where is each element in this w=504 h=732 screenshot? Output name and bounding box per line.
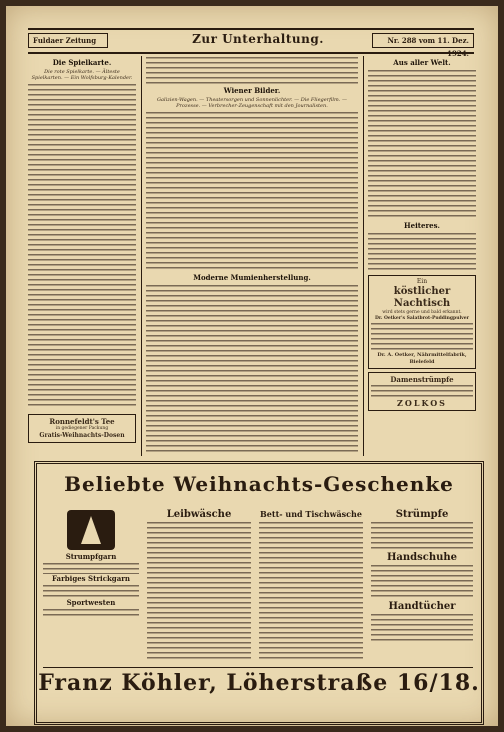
ad-category: Bett- und Tischwäsche [260,509,362,519]
ad-category: Leibwäsche [166,509,232,520]
article-heading: Wiener Bilder. [223,86,281,95]
article-body [146,284,358,454]
ad-item: Sportwesten [66,598,116,607]
ad-headline: Beliebte Weihnachts-Geschenke [64,472,454,496]
ad-item: Farbiges Strickgarn [51,574,131,583]
ad-item-desc [43,562,139,574]
column-3 [368,56,476,454]
oetker-ad-title: köstlicher Nachtisch [393,286,451,309]
oetker-ad-sub: wird stets gerne und bald erkannt. [382,310,462,315]
column-2 [146,56,358,454]
section-title: Zur Unterhaltung. [192,32,324,46]
article-body [146,56,358,84]
article-heading: Aus aller Welt. [393,58,451,67]
stockings-ad-body [371,384,473,398]
oetker-ad-body [371,322,473,352]
ad-divider [43,667,473,668]
article-body [368,69,476,219]
stockings-ad [368,372,476,411]
ad-item: Strumpfgarn [65,552,117,561]
stockings-ad-brand: ZOLKOS [397,398,447,408]
oetker-ad-product: Dr. Oetker's Salatbrot-Puddingpulver [374,316,470,321]
paper-name: Fuldaer Zeitung [28,33,108,48]
article-subheading: Galizien-Wagen. — Theatersorgen und Sonnenlichter. — Die Fliegerfilm. — Prozesse. — Verbrecher-Zeugenschaft mit den Journalisten. [157,97,347,109]
ad-category-items [147,521,251,661]
ad-column-linen [259,508,363,668]
oetker-ad [368,275,476,369]
ad-item-desc [43,608,139,616]
masthead [28,28,474,58]
tea-ad-packaging: in gediegener Packung [55,426,109,431]
article-body [368,232,476,272]
issue-date: Nr. 288 vom 11. Dez. 1924. [372,33,474,48]
ad-column-stockings [371,508,473,668]
ad-item-desc [43,584,139,598]
ad-category: Handschuhe [386,552,458,563]
ad-category: Handtücher [388,601,456,612]
article-heading: Moderne Mumienherstellung. [193,273,311,282]
article-subheading: Die rote Spielkarte. — Älteste Spielkarten. — Ein Wolfsburg-Kalender. [31,69,133,81]
tea-ad-gift: Gratis-Weihnachts-Dosen [39,432,125,439]
ad-footer-address: Franz Köhler, Löherstraße 16/18. [38,670,480,696]
ad-category-items [371,613,473,643]
article-body [28,83,136,408]
article-heading: Heiteres. [404,221,440,230]
gift-illustration-icon [67,510,115,550]
ad-category: Strümpfe [395,509,449,520]
ad-category-items [371,521,473,551]
ad-column-underwear [147,508,251,668]
ad-category-items [371,564,473,600]
article-body [146,111,358,271]
stockings-ad-title: Damenstrümpfe [390,375,454,384]
newspaper-page [6,6,498,726]
article-heading: Die Spielkarte. [52,58,112,67]
column-divider [363,56,364,456]
kohler-advertisement [34,461,484,725]
oetker-ad-pre: Ein [416,278,428,285]
tea-ad-brand: Ronnefeldt's Tee [49,417,115,426]
tea-ad [28,411,136,455]
ad-column-yarn [43,508,139,668]
column-divider [141,56,142,456]
column-1 [28,56,136,408]
ad-category-items [259,521,363,661]
oetker-ad-signature: Dr. A. Oetker, Nährmittelfabrik, Bielefeld [377,352,467,365]
tea-ad-box [28,414,136,443]
